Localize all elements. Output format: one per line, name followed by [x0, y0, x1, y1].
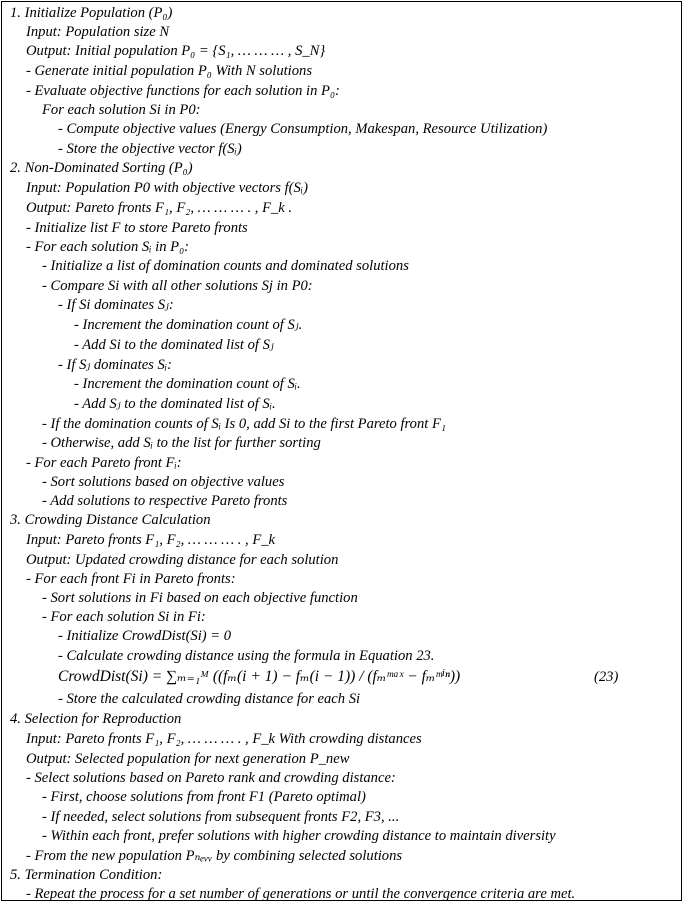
- text-line: - Sort solutions based on objective values: [42, 474, 285, 490]
- text-line: 5. Termination Condition:: [10, 867, 163, 883]
- text-line: - Add Si to the dominated list of Sⱼ: [74, 337, 274, 353]
- text-line: - Add solutions to respective Pareto fronts: [42, 493, 288, 509]
- text-line: - Initialize list F to store Pareto fronts: [26, 220, 248, 236]
- text-line: Output: Selected population for next generation P_new: [26, 751, 350, 767]
- text-line: - For each solution Si in Fi:: [42, 609, 206, 625]
- text-line: - Evaluate objective functions for each solution in P₀:: [26, 83, 340, 99]
- text-line: - For each front Fi in Pareto fronts:: [26, 571, 236, 587]
- text-line: Input: Pareto fronts F₁, F₂, … … … . , F_k: [26, 532, 276, 548]
- text-line: - Sort solutions in Fi based on each objective function: [42, 590, 358, 606]
- text-line: Output: Pareto fronts F₁, F₂, … … … . , F_k .: [26, 200, 293, 216]
- text-line: - Select solutions based on Pareto rank and crowding distance:: [26, 770, 396, 786]
- text-line: - Add Sⱼ to the dominated list of Sᵢ.: [74, 396, 276, 412]
- text-line: Output: Initial population P₀ = {S₁, … … … , S_N}: [26, 43, 326, 59]
- text-line: 4. Selection for Reproduction: [10, 711, 182, 727]
- text-line: - Generate initial population P₀ With N solutions: [26, 63, 312, 79]
- text-line: - Repeat the process for a set number of generations or until the convergence criteria are met.: [26, 886, 576, 902]
- text-line: - Otherwise, add Sᵢ to the list for further sorting: [42, 435, 321, 451]
- text-line: - Compare Si with all other solutions Sj in P0:: [42, 278, 313, 294]
- text-line: - Compute objective values (Energy Consumption, Makespan, Resource Utilization): [58, 121, 548, 137]
- text-line: Input: Population P0 with objective vectors f(Sᵢ): [26, 180, 308, 196]
- text-line: 2. Non-Dominated Sorting (P₀): [10, 160, 193, 176]
- text-line: - For each solution Sᵢ in P₀:: [26, 239, 190, 255]
- text-line: - If needed, select solutions from subsequent fronts F2, F3, ...: [42, 809, 400, 825]
- text-line: - For each Pareto front Fᵢ:: [26, 455, 182, 471]
- text-line: Input: Pareto fronts F₁, F₂, … … … . , F_k With crowding distances: [26, 731, 422, 747]
- algorithm-box: [1, 1, 682, 901]
- text-line: - Increment the domination count of Sⱼ.: [74, 317, 303, 333]
- equation-number: (23): [594, 669, 619, 685]
- text-line: - Store the objective vector f(Sᵢ): [58, 141, 242, 157]
- text-line: - Within each front, prefer solutions with higher crowding distance to maintain diversity: [42, 828, 556, 844]
- text-line: - Initialize a list of domination counts and dominated solutions: [42, 258, 409, 274]
- text-line: - If Sⱼ dominates Sᵢ:: [58, 357, 172, 373]
- text-line: Input: Population size N: [26, 24, 170, 40]
- text-line: 1. Initialize Population (P₀): [10, 5, 173, 21]
- text-line: - First, choose solutions from front F1 (Pareto optimal): [42, 789, 366, 805]
- equation-23: CrowdDist(Si) = ∑ₘ₌₁ᴹ ((fₘ(i + 1) − fₘ(i − 1)) / (fₘᵐᵃˣ − fₘᵐⁱⁿ)): [58, 668, 461, 685]
- text-line: - Calculate crowding distance using the formula in Equation 23.: [58, 648, 435, 664]
- text-line: Output: Updated crowding distance for each solution: [26, 552, 339, 568]
- text-line: For each solution Si in P0:: [42, 102, 201, 118]
- text-line: - If the domination counts of Sᵢ Is 0, add Si to the first Pareto front F₁: [42, 416, 446, 432]
- text-line: - Initialize CrowdDist(Si) = 0: [58, 628, 232, 644]
- text-line: 3. Crowding Distance Calculation: [10, 512, 211, 528]
- text-line: - From the new population Pₙₑᵥᵥ by combining selected solutions: [26, 848, 403, 864]
- text-line: - Store the calculated crowding distance for each Si: [58, 691, 361, 707]
- text-line: - Increment the domination count of Sᵢ.: [74, 376, 301, 392]
- text-line: - If Si dominates Sⱼ:: [58, 297, 174, 313]
